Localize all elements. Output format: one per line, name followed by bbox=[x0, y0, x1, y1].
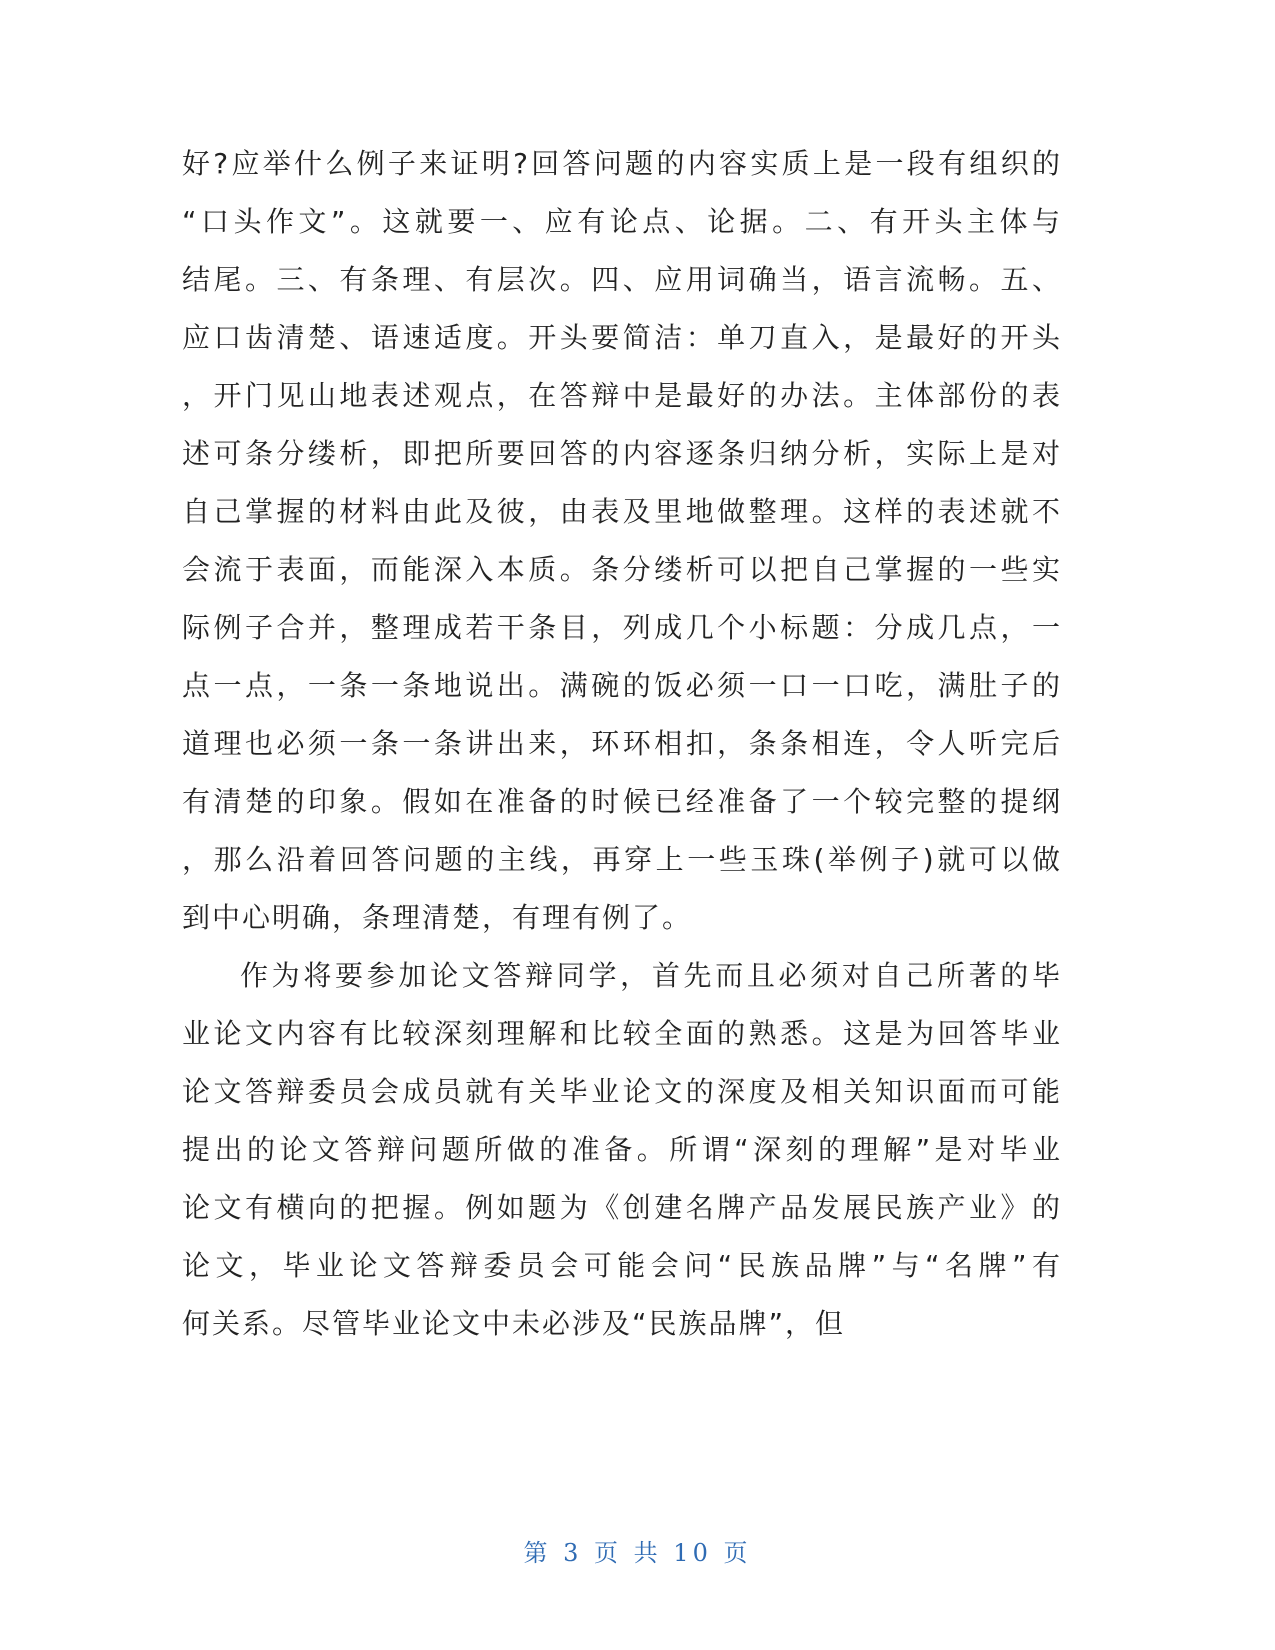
text-line: 好?应举什么例子来证明?回答问题的内容实质上是一段有组织的 bbox=[182, 147, 1062, 180]
text-line: 际例子合并，整理成若干条目，列成几个小标题：分成几点，一 bbox=[182, 611, 1062, 644]
text-line: ，开门见山地表述观点，在答辩中是最好的办法。主体部份的表 bbox=[182, 379, 1062, 412]
text-line: 到中心明确，条理清楚，有理有例了。 bbox=[182, 901, 693, 934]
text-line: 提出的论文答辩问题所做的准备。所谓“深刻的理解”是对毕业 bbox=[182, 1133, 1062, 1166]
text-line: 论文答辩委员会成员就有关毕业论文的深度及相关知识面而可能 bbox=[182, 1075, 1062, 1108]
text-line: 自己掌握的材料由此及彼，由表及里地做整理。这样的表述就不 bbox=[182, 495, 1062, 528]
text-line: 道理也必须一条一条讲出来，环环相扣，条条相连，令人听完后 bbox=[182, 727, 1062, 760]
text-line: “口头作文”。这就要一、应有论点、论据。二、有开头主体与 bbox=[182, 205, 1062, 238]
text-line: 结尾。三、有条理、有层次。四、应用词确当，语言流畅。五、 bbox=[182, 263, 1062, 296]
text-line: 会流于表面，而能深入本质。条分缕析可以把自己掌握的一些实 bbox=[182, 553, 1062, 586]
text-line: 论文，毕业论文答辩委员会可能会问“民族品牌”与“名牌”有 bbox=[182, 1249, 1062, 1282]
text-line: 何关系。尽管毕业论文中未必涉及“民族品牌”，但 bbox=[182, 1307, 846, 1340]
text-line: 应口齿清楚、语速适度。开头要简洁：单刀直入，是最好的开头 bbox=[182, 321, 1062, 354]
text-line: ，那么沿着回答问题的主线，再穿上一些玉珠(举例子)就可以做 bbox=[182, 843, 1062, 876]
text-line: 点一点，一条一条地说出。满碗的饭必须一口一口吃，满肚子的 bbox=[182, 669, 1062, 702]
text-line: 述可条分缕析，即把所要回答的内容逐条归纳分析，实际上是对 bbox=[182, 437, 1062, 470]
paragraph-first-line: 作为将要参加论文答辩同学，首先而且必须对自己所著的毕 bbox=[240, 959, 1062, 992]
text-line: 论文有横向的把握。例如题为《创建名牌产品发展民族产业》的 bbox=[182, 1191, 1062, 1224]
text-line: 有清楚的印象。假如在准备的时候已经准备了一个较完整的提纲 bbox=[182, 785, 1062, 818]
text-line: 业论文内容有比较深刻理解和比较全面的熟悉。这是为回答毕业 bbox=[182, 1017, 1062, 1050]
page-number-footer: 第 3 页 共 10 页 bbox=[523, 1539, 752, 1567]
